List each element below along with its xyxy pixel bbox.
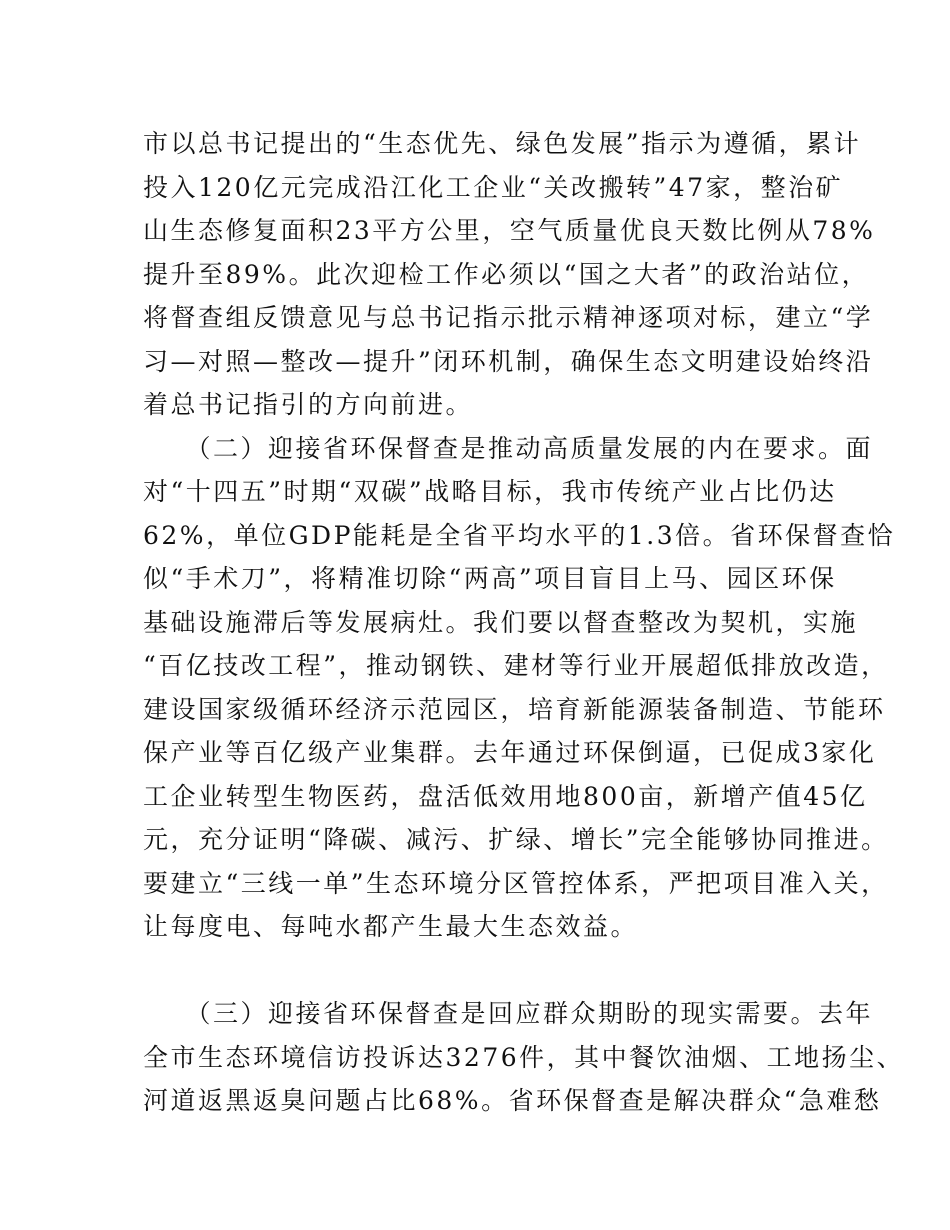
text-line: 河道返黑返臭问题占比68%。省环保督查是解决群众“急难愁	[143, 1086, 882, 1115]
paragraph-1	[143, 122, 876, 427]
text-line: 基础设施滞后等发展病灶。我们要以督查整改为契机，实施	[143, 607, 859, 637]
paragraph-2	[143, 427, 896, 993]
text-line: 建设国家级循环经济示范园区，培育新能源装备制造、节能环	[143, 694, 886, 724]
text-line: （三）迎接省环保督查是回应群众期盼的现实需要。去年	[143, 999, 874, 1028]
text-line: 似“手术刀”，将精准切除“两高”项目盲目上马、园区环保	[143, 564, 837, 593]
text-line: 着总书记指引的方向前进。	[143, 390, 474, 419]
document-body	[143, 122, 905, 1123]
text-line: 工企业转型生物医药，盘活低效用地800亩，新增产值45亿	[143, 781, 868, 811]
text-line: （二）迎接省环保督查是推动高质量发展的内在要求。面	[143, 433, 874, 463]
text-line: 习—对照—整改—提升”闭环机制，确保生态文明建设始终沿	[143, 346, 874, 376]
text-line: 对“十四五”时期“双碳”战略目标，我市传统产业占比仍达	[143, 477, 837, 506]
text-line: 提升至89%。此次迎检工作必须以“国之大者”的政治站位，	[143, 259, 870, 289]
text-line: 全市生态环境信访投诉达3276件，其中餐饮油烟、工地扬尘、	[143, 1042, 905, 1072]
text-line	[143, 949, 833, 993]
text-line: 保产业等百亿级产业集群。去年通过环保倒逼，已促成3家化	[143, 738, 877, 767]
text-line: 元，充分证明“降碳、减污、扩绿、增长”完全能够协同推进。	[143, 825, 889, 854]
text-line: 将督查组反馈意见与总书记指示批示精神逐项对标，建立“学	[143, 303, 874, 332]
text-line: “百亿技改工程”，推动钢铁、建材等行业开展超低排放改造，	[143, 651, 889, 680]
paragraph-3	[143, 992, 905, 1123]
text-line: 让每度电、每吨水都产生最大生态效益。	[143, 912, 639, 941]
text-line: 62%，单位GDP能耗是全省平均水平的1.3倍。省环保督查恰	[143, 520, 896, 550]
text-line: 山生态修复面积23平方公里，空气质量优良天数比例从78%	[143, 216, 876, 245]
text-line: 市以总书记提出的“生态优先、绿色发展”指示为遵循，累计	[143, 129, 862, 158]
text-line: 投入120亿元完成沿江化工企业“关改搬转”47家，整治矿	[143, 172, 844, 202]
text-line: 要建立“三线一单”生态环境分区管控体系，严把项目准入关，	[143, 868, 889, 898]
